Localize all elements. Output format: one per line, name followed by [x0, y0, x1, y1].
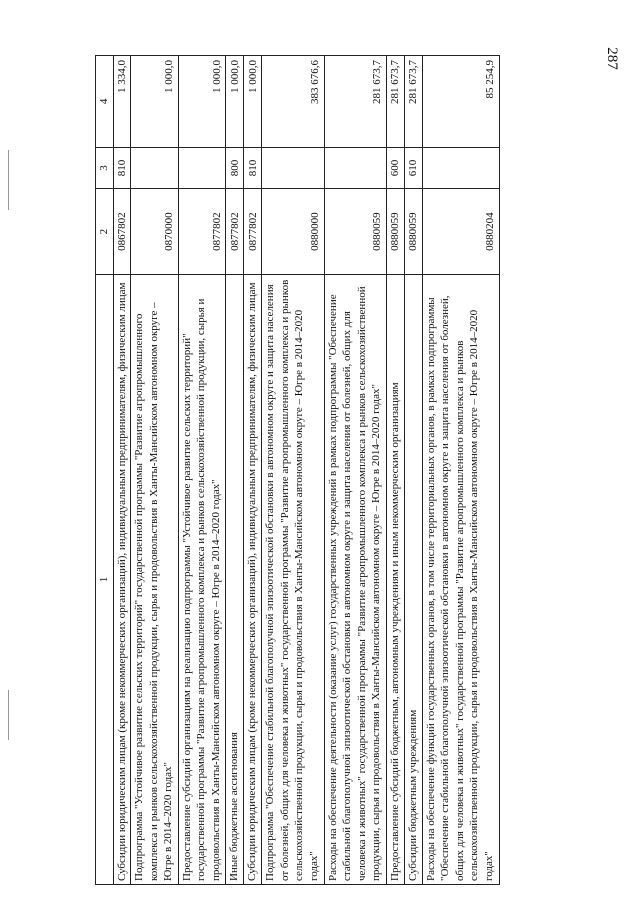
row-target-code: 0880000	[262, 189, 324, 275]
row-description: Подпрограмма "Устойчивое развитие сельских территорий" государственной программы "Развитие агропромышленного комплекса и рынков сельскохозяйственной продукции, сырья и продовольствия в Ханты-Мансийском автономном округе – Югре в 2014–2020 годах"	[131, 275, 179, 885]
scan-edge-mark	[8, 150, 9, 210]
row-target-code: 0880059	[404, 189, 422, 275]
row-description: Расходы на обеспечение деятельности (оказание услуг) государственных учреждений в рамках подпрограммы "Обеспечение стабильной благополучной эпизоотической обстановки в автономном округе и защита населения от болезней, общих для человека и животных" государственной программы "Развитие агропромышленного комплекса и рынков сельскохозяйственной продукции, сырья и продовольствия в Ханты-Мансийском автономном округе – Югре в 2014–2020 годах"	[324, 275, 386, 885]
row-target-code: 0867802	[113, 189, 131, 275]
row-target-code: 0877802	[226, 189, 244, 275]
row-target-code: 0877802	[178, 189, 226, 275]
row-amount: 281 673,7	[404, 56, 422, 148]
table-row	[324, 56, 386, 885]
header-col-2: 2	[96, 189, 114, 275]
row-amount: 1 000,0	[226, 56, 244, 148]
row-expense-type: 610	[404, 147, 422, 188]
row-expense-type: 810	[244, 147, 262, 188]
table-row	[262, 56, 324, 885]
row-amount: 1 334,0	[113, 56, 131, 148]
table-row	[113, 56, 131, 885]
table-row	[178, 56, 226, 885]
rotated-page-wrapper	[95, 55, 500, 885]
row-description: Иные бюджетные ассигнования	[226, 275, 244, 885]
row-expense-type: 600	[386, 147, 404, 188]
row-description: Подпрограмма "Обеспечение стабильной благополучной эпизоотической обстановки в автономном округе и защита населения от болезней, общих для человека и животных" государственной программы "Развитие агропромышленного комплекса и рынков сельскохозяйственной продукции, сырья и продовольствия в Ханты-Мансийском автономном округе – Югре в 2014–2020 годах"	[262, 275, 324, 885]
scan-edge-mark	[8, 690, 9, 740]
row-expense-type: 810	[113, 147, 131, 188]
row-expense-type: 800	[226, 147, 244, 188]
table-row	[131, 56, 179, 885]
row-target-code: 0880059	[386, 189, 404, 275]
row-amount: 1 000,0	[178, 56, 226, 148]
row-amount: 281 673,7	[324, 56, 386, 148]
row-expense-type	[178, 147, 226, 188]
row-expense-type	[131, 147, 179, 188]
row-description: Предоставление субсидий бюджетным, автономным учреждениям и иным некоммерческим организациям	[386, 275, 404, 885]
row-target-code: 0880059	[324, 189, 386, 275]
table-header-row	[96, 56, 114, 885]
row-target-code: 0870000	[131, 189, 179, 275]
row-amount: 1 000,0	[244, 56, 262, 148]
header-col-3: 3	[96, 147, 114, 188]
budget-table-container	[95, 55, 500, 885]
page-number: 287	[603, 47, 620, 70]
row-description: Субсидии бюджетным учреждениям	[404, 275, 422, 885]
row-description: Субсидии юридическим лицам (кроме некоммерческих организаций), индивидуальным предпринимателям, физическим лицам	[113, 275, 131, 885]
row-target-code: 0877802	[244, 189, 262, 275]
row-amount: 1 000,0	[131, 56, 179, 148]
row-amount: 85 254,9	[422, 56, 499, 148]
row-target-code: 0880204	[422, 189, 499, 275]
header-col-4: 4	[96, 56, 114, 148]
header-col-1: 1	[96, 275, 114, 885]
table-row	[422, 56, 499, 885]
row-description: Субсидии юридическим лицам (кроме некоммерческих организаций), индивидуальным предпринимателям, физическим лицам	[244, 275, 262, 885]
table-row	[386, 56, 404, 885]
row-expense-type	[422, 147, 499, 188]
row-description: Расходы на обеспечение функций государственных органов, в том числе территориальных органов, в рамках подпрограммы "Обеспечение стабильной благополучной эпизоотической обстановки в автономном округе и защита населения от болезней, общих для человека и животных" государственной программы "Развитие агропромышленного комплекса и рынков сельскохозяйственной продукции, сырья и продовольствия в Ханты-Мансийском автономном округе – Югре в 2014–2020 годах"	[422, 275, 499, 885]
row-amount: 281 673,7	[386, 56, 404, 148]
table-row	[244, 56, 262, 885]
table-row	[226, 56, 244, 885]
row-description: Предоставление субсидий организациям на реализацию подпрограммы "Устойчивое развитие сельских территорий" государственной программы "Развитие агропромышленного комплекса и рынков сельскохозяйственной продукции, сырья и продовольствия в Ханты-Мансийском автономном округе – Югре в 2014–2020 годах"	[178, 275, 226, 885]
row-amount: 383 676,6	[262, 56, 324, 148]
row-expense-type	[324, 147, 386, 188]
budget-table	[95, 55, 500, 885]
table-row	[404, 56, 422, 885]
row-expense-type	[262, 147, 324, 188]
